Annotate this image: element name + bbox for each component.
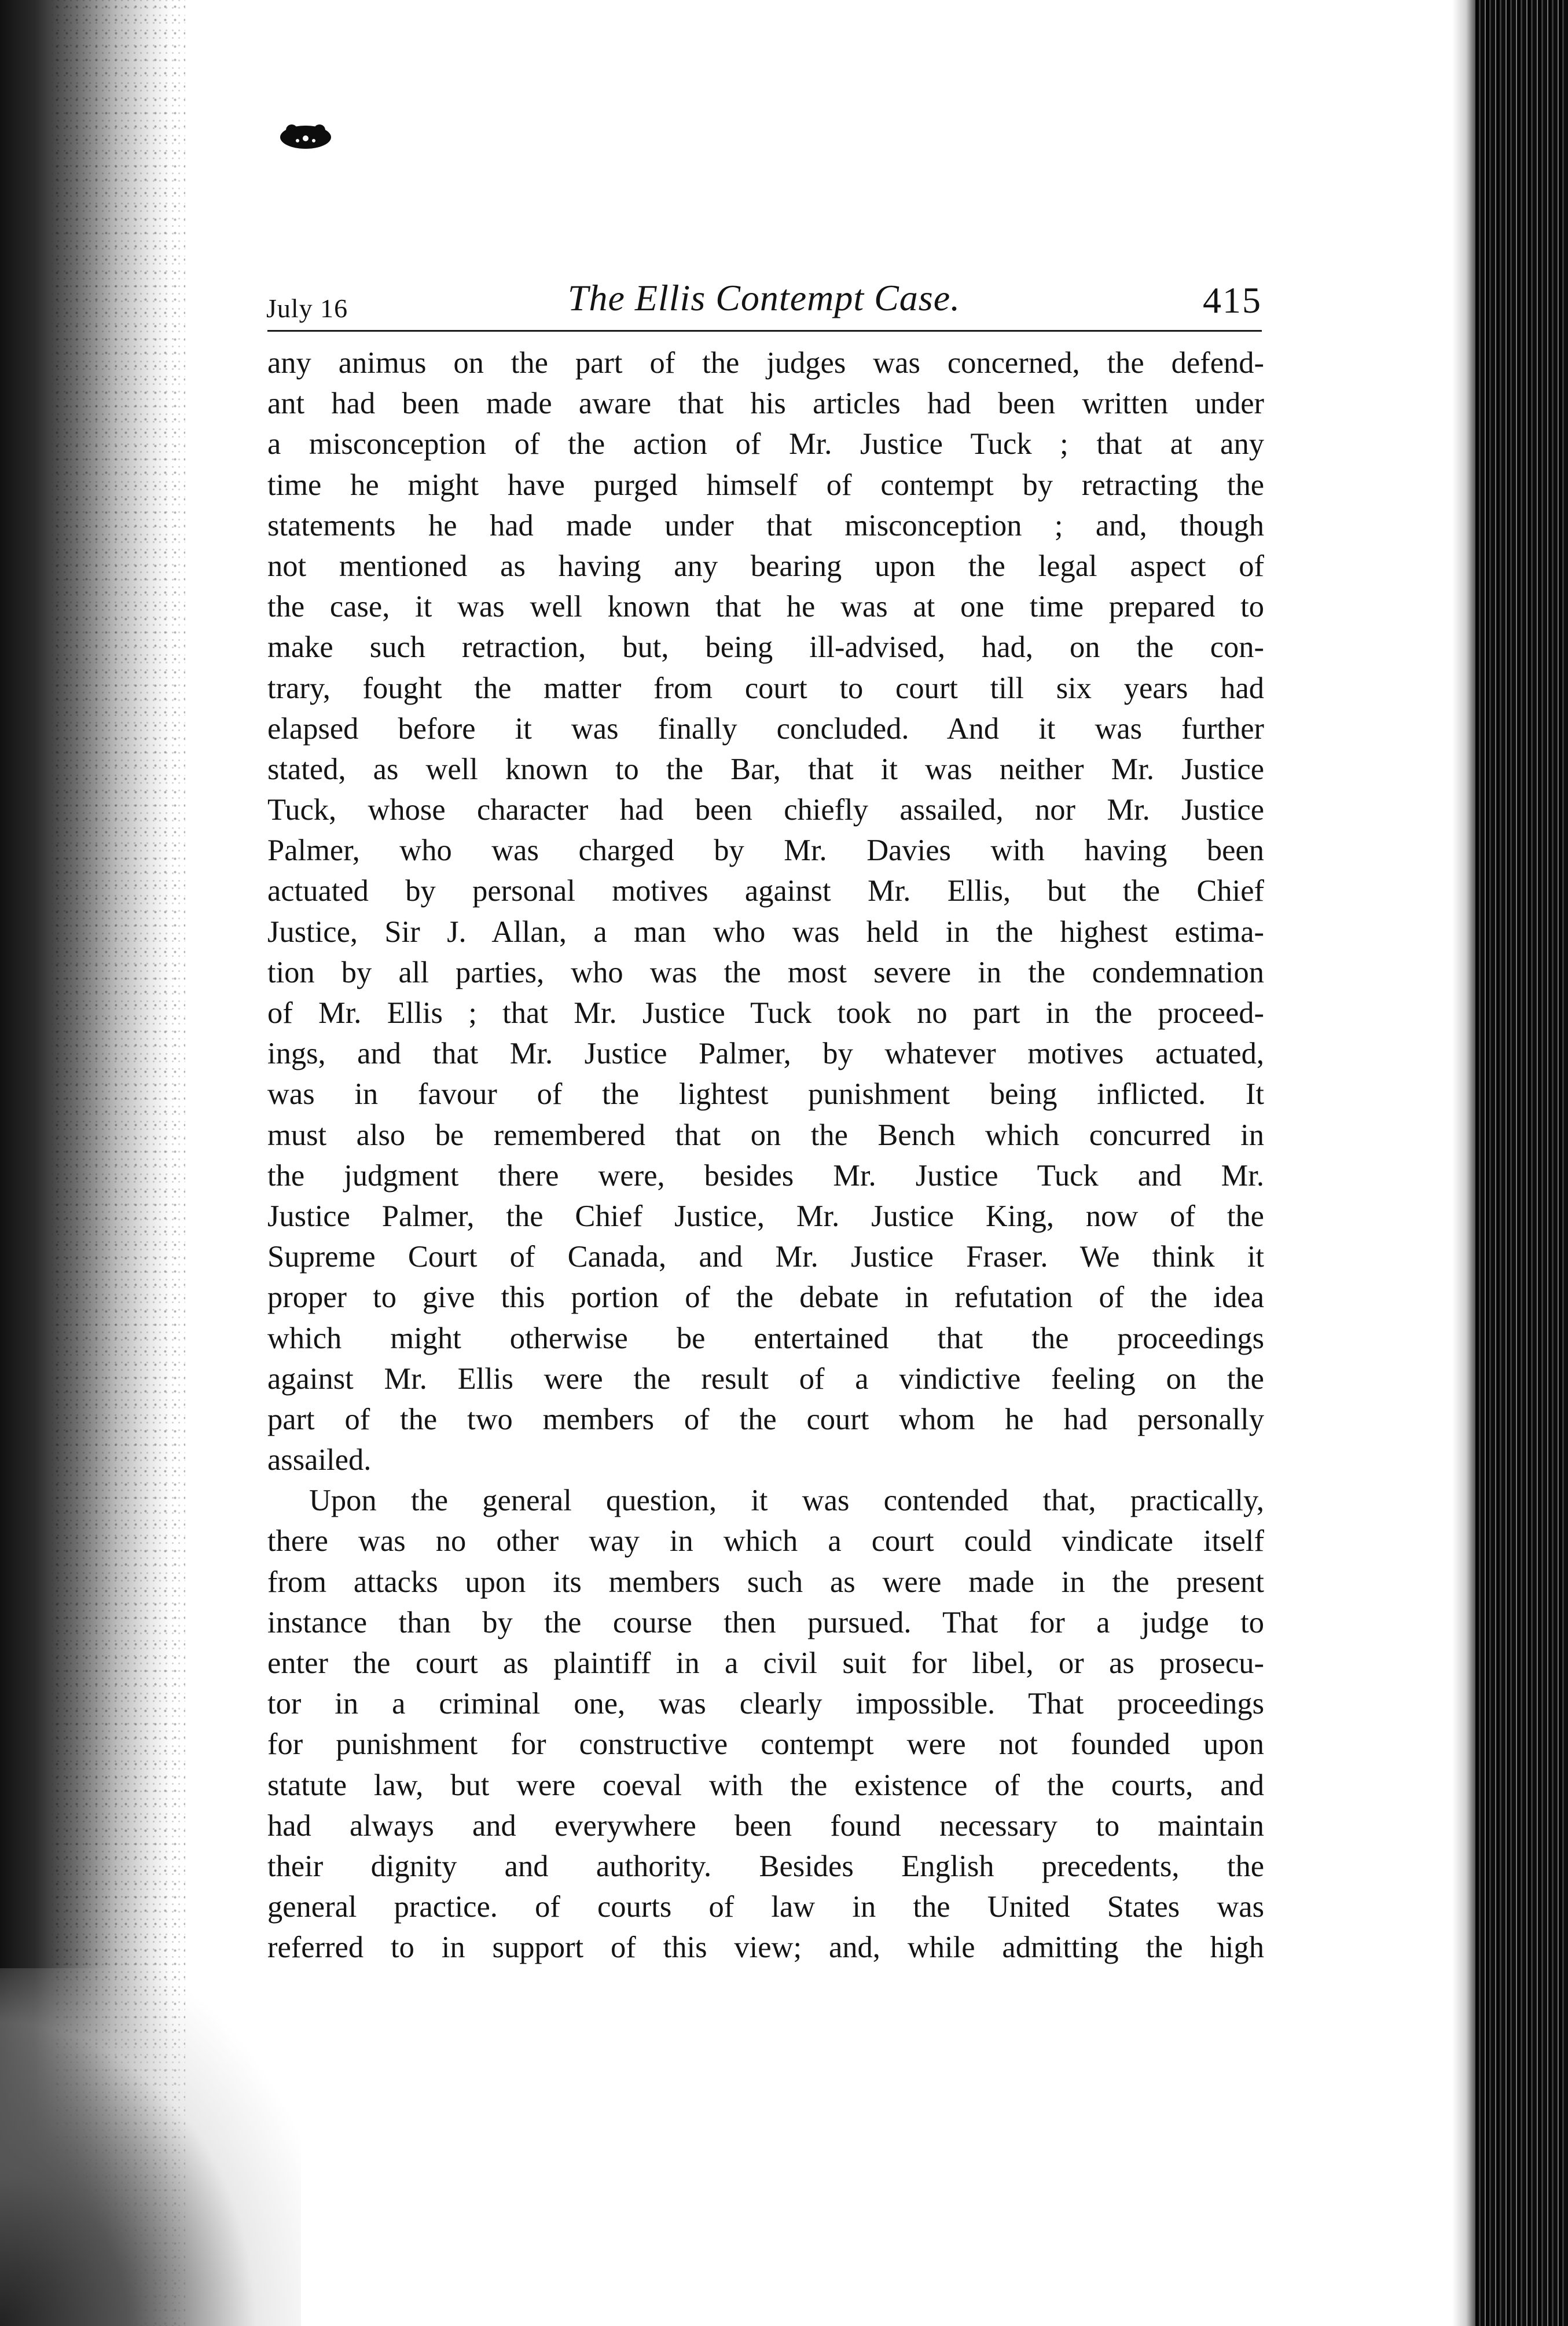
ornament-icon [277, 119, 335, 153]
text-line: ings, and that Mr. Justice Palmer, by whatever motives actuated, [267, 1037, 1264, 1071]
text-line: which might otherwise be entertained that the proceedings [267, 1321, 1264, 1355]
page-title: The Ellis Contempt Case. [567, 277, 961, 318]
text-line: assailed. [267, 1443, 372, 1477]
header-date: July 16 [266, 293, 348, 323]
text-line: proper to give this portion of the debate in refutation of the idea [267, 1281, 1264, 1315]
text-line: their dignity and authority. Besides English precedents, the [267, 1849, 1264, 1883]
text-line: Justice Palmer, the Chief Justice, Mr. Justice King, now of the [267, 1199, 1264, 1233]
text-line: make such retraction, but, being ill-advised, had, on the con- [267, 630, 1264, 665]
page-number: 415 [1203, 280, 1262, 321]
text-line: time he might have purged himself of contempt by retracting the [267, 468, 1264, 502]
text-line: part of the two members of the court whom he had personally [267, 1402, 1264, 1436]
text-line: of Mr. Ellis ; that Mr. Justice Tuck took no part in the proceed- [267, 996, 1264, 1030]
text-line: had always and everywhere been found necessary to maintain [267, 1808, 1264, 1843]
running-header [266, 277, 1262, 335]
text-line: enter the court as plaintiff in a civil suit for libel, or as prosecu- [267, 1646, 1264, 1680]
text-line: tor in a criminal one, was clearly impossible. That proceedings [267, 1687, 1264, 1721]
text-line: from attacks upon its members such as were made in the present [267, 1565, 1264, 1599]
scan-right-shadow [1452, 0, 1475, 2326]
paragraph-1 [267, 343, 1264, 1480]
header-divider [267, 330, 1262, 332]
text-line: Palmer, who was charged by Mr. Davies with having been [267, 834, 1264, 868]
text-line: actuated by personal motives against Mr. Ellis, but the Chief [267, 874, 1264, 908]
text-line: statute law, but were coeval with the existence of the courts, and [267, 1768, 1264, 1802]
text-line: ant had been made aware that his articles had been written under [267, 387, 1264, 421]
text-line: instance than by the course then pursued. That for a judge to [267, 1605, 1264, 1639]
body-text [267, 343, 1264, 1968]
text-line: Upon the general question, it was contended that, practically, [309, 1484, 1264, 1518]
text-line: there was no other way in which a court could vindicate itself [267, 1524, 1264, 1558]
text-line: elapsed before it was finally concluded. And it was further [267, 711, 1264, 746]
text-line: Justice, Sir J. Allan, a man who was held in the highest estima- [267, 915, 1264, 949]
text-line: statements he had made under that misconception ; and, though [267, 508, 1264, 542]
text-line: any animus on the part of the judges was concerned, the defend- [267, 346, 1264, 380]
text-line: for punishment for constructive contempt were not founded upon [267, 1727, 1264, 1762]
scan-right-edge [1475, 0, 1568, 2326]
text-line: the case, it was well known that he was at one time prepared to [267, 590, 1264, 624]
text-line: the judgment there were, besides Mr. Justice Tuck and Mr. [267, 1158, 1264, 1193]
text-line: a misconception of the action of Mr. Justice Tuck ; that at any [267, 427, 1264, 461]
text-line: stated, as well known to the Bar, that it was neither Mr. Justice [267, 752, 1264, 786]
text-line: against Mr. Ellis were the result of a vindictive feeling on the [267, 1362, 1264, 1396]
text-line: general practice. of courts of law in the United States was [267, 1890, 1264, 1924]
scan-smudge [0, 1968, 301, 2326]
text-line: must also be remembered that on the Bench which concurred in [267, 1118, 1264, 1152]
paragraph-2 [267, 1480, 1264, 1968]
text-line: Tuck, whose character had been chiefly assailed, nor Mr. Justice [267, 793, 1264, 827]
text-line: referred to in support of this view; and, while admitting the high [267, 1931, 1264, 1965]
text-line: was in favour of the lightest punishment being inflicted. It [267, 1077, 1264, 1111]
text-line: trary, fought the matter from court to court till six years had [267, 671, 1264, 705]
text-line: Supreme Court of Canada, and Mr. Justice Fraser. We think it [267, 1240, 1264, 1274]
text-line: not mentioned as having any bearing upon the legal aspect of [267, 549, 1264, 583]
text-line: tion by all parties, who was the most severe in the condemnation [267, 955, 1264, 989]
